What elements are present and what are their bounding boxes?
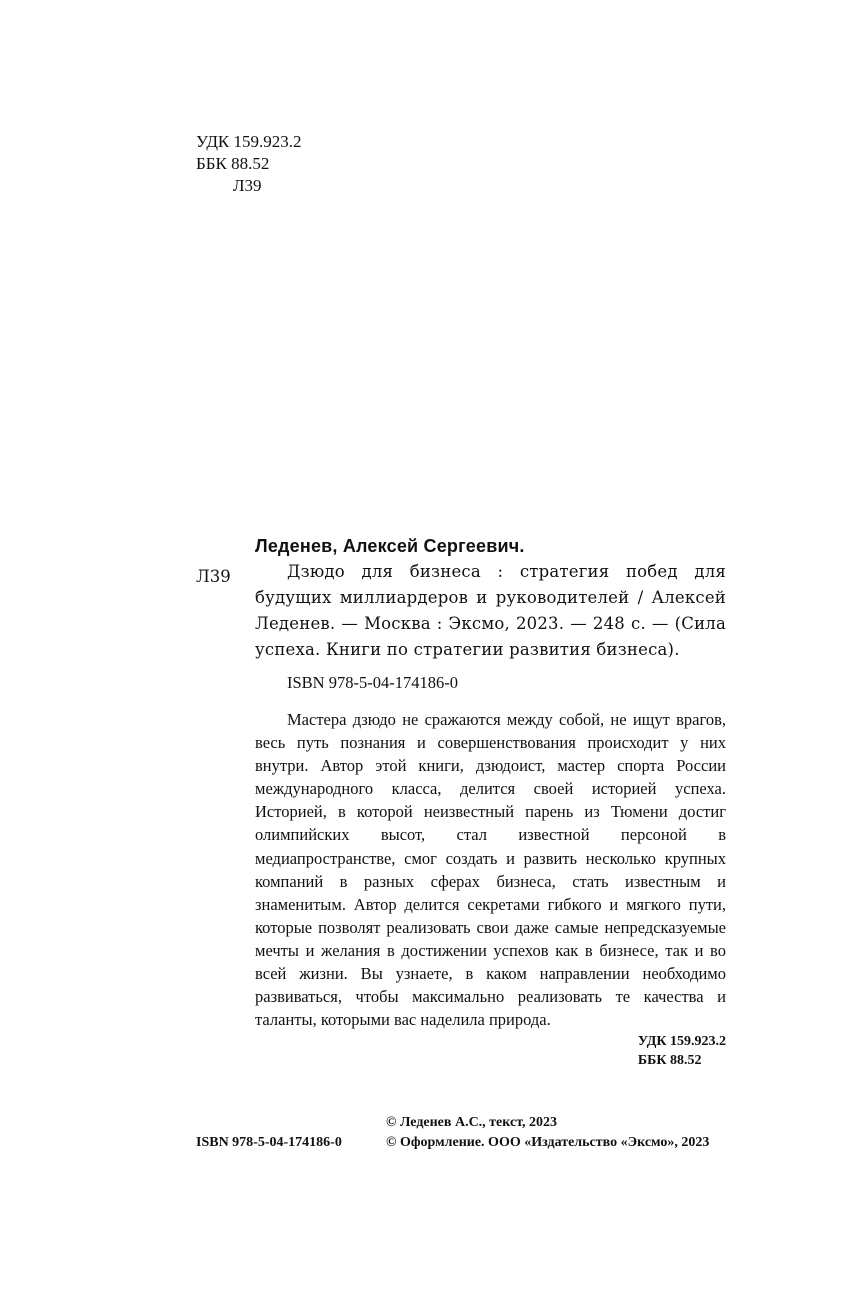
record-classification-codes — [638, 1032, 726, 1070]
copyright-design: © Оформление. ООО «Издательство «Эксмо», 2023 — [386, 1135, 710, 1150]
author-heading: Леденев, Алексей Сергеевич. — [255, 536, 525, 556]
copyright-text: © Леденев А.С., текст, 2023 — [386, 1115, 558, 1130]
annotation: Мастера дзюдо не сражаются между собой, не ищут врагов, весь путь познания и совершенствования происходит у них внутри. Автор этой книги, дзюдоист, мастер спорта России международного класса, делится своей историей успеха. Историей, в которой неизвестный парень из Тюмени достиг олимпийских высот, стал известной персоной в медиапространстве, смог создать и развить несколько крупных компаний в разных сферах бизнеса, стать известным и знаменитым. Автор делится секретами гибкого и мягкого пути, которые позволят реализовать свои даже самые непредсказуемые мечты и желания в достижении успехов как в бизнесе, так и во всей жизни. Вы узнаете, в каком направлении необходимо развиваться, чтобы максимально реализовать те качества и таланты, которыми вас наделила природа. — [255, 710, 726, 1030]
cutter-code: Л39 — [233, 176, 262, 195]
record-cutter-code: Л39 — [196, 567, 231, 586]
classification-codes — [196, 131, 302, 197]
bibliographic-description: Дзюдо для бизнеса : стратегия побед для будущих миллиардеров и руководителей / Алексей Леденев. — Москва : Эксмо, 2023. — 248 с. — (Сила успеха. Книги по стратегии развития бизнеса). — [255, 562, 726, 659]
copyright-block — [386, 1113, 709, 1153]
bbk-code: ББК 88.52 — [196, 154, 270, 173]
record-bbk: ББК 88.52 — [637, 1053, 702, 1068]
udk-code: УДК 159.923.2 — [196, 132, 302, 151]
record-isbn: ISBN 978-5-04-174186-0 — [287, 673, 458, 692]
record-udk: УДК 159.923.2 — [637, 1034, 726, 1049]
footer-isbn: ISBN 978-5-04-174186-0 — [196, 1135, 342, 1150]
